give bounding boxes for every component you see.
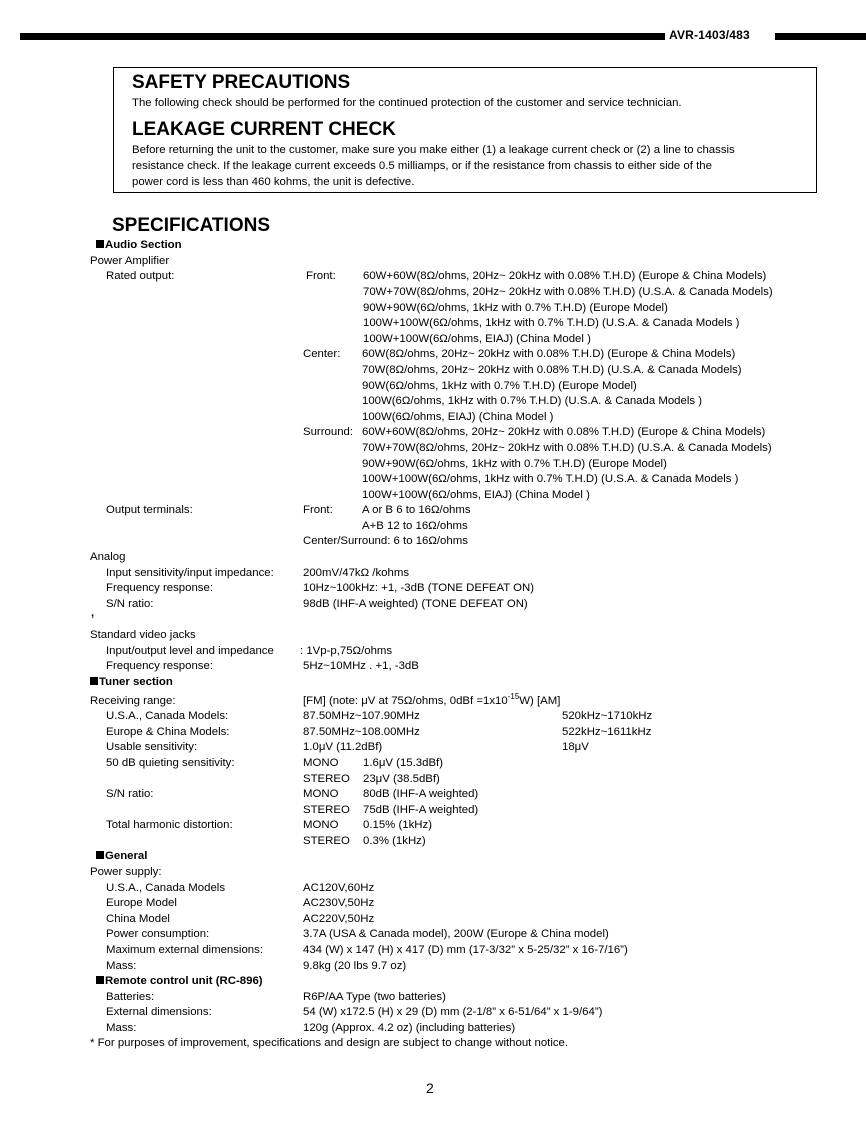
header-rule-left	[20, 33, 665, 40]
ot-front-value: A or B 6 to 16Ω/ohms	[362, 504, 471, 516]
front-line: 70W+70W(8Ω/ohms, 20Hz~ 20kHz with 0.08% T.H.D) (U.S.A. & Canada Models)	[363, 286, 773, 298]
ot-front-label: Front:	[303, 504, 333, 516]
mono-label: MONO	[303, 819, 339, 831]
io-level-value: : 1Vp-p,75Ω/ohms	[300, 645, 393, 657]
thd-stereo-value: 0.3% (1kHz)	[363, 835, 426, 847]
remote-dimensions-value: 54 (W) x172.5 (H) x 29 (D) mm (2-1/8” x 6-51/64” x 1-9/64”)	[303, 1006, 603, 1018]
china-power-value: AC220V,50Hz	[303, 913, 375, 925]
power-amplifier-label: Power Amplifier	[90, 255, 170, 267]
mono-label: MONO	[303, 788, 339, 800]
thd-mono-value: 0.15% (1kHz)	[363, 819, 433, 831]
mass-label: Mass:	[106, 960, 137, 972]
leakage-line-2: resistance check. If the leakage current exceeds 0.5 milliamps, or if the resistance from chassis to either side of the	[132, 160, 712, 172]
front-line: 60W+60W(8Ω/ohms, 20Hz~ 20kHz with 0.08% T.H.D) (Europe & China Models)	[363, 270, 767, 282]
surround-line: 100W+100W(6Ω/ohms, EIAJ) (China Model )	[362, 489, 590, 501]
rated-output-label: Rated output:	[106, 270, 175, 282]
page-number: 2	[426, 1080, 434, 1096]
tuner-sn-stereo-value: 75dB (IHF-A weighted)	[363, 804, 479, 816]
stereo-label: STEREO	[303, 773, 350, 785]
surround-line: 70W+70W(8Ω/ohms, 20Hz~ 20kHz with 0.08% T.H.D) (U.S.A. & Canada Models)	[362, 442, 772, 454]
batteries-label: Batteries:	[106, 991, 155, 1003]
bullet-square-icon	[96, 976, 104, 984]
surround-label: Surround:	[303, 426, 354, 438]
leakage-line-1: Before returning the unit to the customer, make sure you make either (1) a leakage current check or (2) a line to chassis	[132, 144, 735, 156]
center-line: 70W(8Ω/ohms, 20Hz~ 20kHz with 0.08% T.H.D) (U.S.A. & Canada Models)	[362, 364, 742, 376]
eu-models-label: Europe & China Models:	[106, 726, 230, 738]
eu-power-label: Europe Model	[106, 897, 177, 909]
header-rule-right	[775, 33, 866, 40]
ot-front-value-2: A+B 12 to 16Ω/ohms	[362, 520, 468, 532]
receiving-range-value: [FM] (note: μV at 75Ω/ohms, $0dBf =1x10^{-15}W$) [AM]	[303, 692, 561, 707]
usa-power-value: AC120V,60Hz	[303, 882, 375, 894]
frequency-response-label: Frequency response:	[106, 582, 214, 594]
front-line: 90W+90W(6Ω/ohms, 1kHz with 0.7% T.H.D) (Europe Model)	[363, 302, 668, 314]
model-title: AVR-1403/483	[669, 28, 750, 42]
china-power-label: China Model	[106, 913, 170, 925]
sn-ratio-value: 98dB (IHF-A weighted) (TONE DEFEAT ON)	[303, 598, 528, 610]
usa-am-range: 520kHz~1710kHz	[562, 710, 653, 722]
specifications-title: SPECIFICATIONS	[112, 215, 270, 236]
analog-label: Analog	[90, 551, 126, 563]
output-terminals-label: Output terminals:	[106, 504, 193, 516]
input-sensitivity-value: 200mV/47kΩ /kohms	[303, 567, 410, 579]
thd-label: Total harmonic distortion:	[106, 819, 233, 831]
mono-label: MONO	[303, 757, 339, 769]
surround-line: 100W+100W(6Ω/ohms, 1kHz with 0.7% T.H.D) (U.S.A. & Canada Models )	[362, 473, 739, 485]
safety-box	[113, 67, 817, 193]
ot-center-value: Center/Surround: 6 to 16Ω/ohms	[303, 535, 468, 547]
usa-models-label: U.S.A., Canada Models:	[106, 710, 229, 722]
front-label: Front:	[306, 270, 336, 282]
power-consumption-value: 3.7A (USA & Canada model), 200W (Europe & China model)	[303, 928, 609, 940]
safety-text: The following check should be performed for the continued protection of the customer and service technician.	[132, 97, 682, 109]
bullet-square-icon	[96, 240, 104, 248]
usable-sensitivity-label: Usable sensitivity:	[106, 741, 198, 753]
center-line: 90W(6Ω/ohms, 1kHz with 0.7% T.H.D) (Europe Model)	[362, 380, 637, 392]
tuner-section-heading: Tuner section	[90, 675, 173, 689]
center-line: 100W(6Ω/ohms, 1kHz with 0.7% T.H.D) (U.S.A. & Canada Models )	[362, 395, 703, 407]
center-line: 60W(8Ω/ohms, 20Hz~ 20kHz with 0.08% T.H.D) (Europe & China Models)	[362, 348, 736, 360]
audio-section-heading: Audio Section	[96, 238, 182, 252]
power-supply-label: Power supply:	[90, 866, 162, 878]
center-label: Center:	[303, 348, 341, 360]
quieting-mono-value: 1.6μV (15.3dBf)	[363, 757, 444, 769]
input-sensitivity-label: Input sensitivity/input impedance:	[106, 567, 274, 579]
tuner-sn-mono-value: 80dB (IHF-A weighted)	[363, 788, 479, 800]
surround-line: 90W+90W(6Ω/ohms, 1kHz with 0.7% T.H.D) (Europe Model)	[362, 458, 667, 470]
usable-sensitivity-fm: 1.0μV (11.2dBf)	[303, 741, 383, 753]
leakage-line-3: power cord is less than 460 kohms, the unit is defective.	[132, 176, 415, 188]
bullet-square-icon	[96, 851, 104, 859]
usable-sensitivity-am: 18μV	[562, 741, 589, 753]
frequency-response-value: 10Hz~100kHz: +1, -3dB (TONE DEFEAT ON)	[303, 582, 535, 594]
usa-fm-range: 87.50MHz~107.90MHz	[303, 710, 420, 722]
safety-title: SAFETY PRECAUTIONS	[132, 72, 351, 93]
center-line: 100W(6Ω/ohms, EIAJ) (China Model )	[362, 411, 554, 423]
eu-am-range: 522kHz~1611kHz	[562, 726, 652, 738]
eu-fm-range: 87.50MHz~108.00MHz	[303, 726, 420, 738]
leakage-title: LEAKAGE CURRENT CHECK	[132, 119, 396, 140]
io-level-label: Input/output level and impedance	[106, 645, 274, 657]
quieting-stereo-value: 23μV (38.5dBf)	[363, 773, 440, 785]
power-consumption-label: Power consumption:	[106, 928, 210, 940]
max-dimensions-value: 434 (W) x 147 (H) x 417 (D) mm (17-3/32” x 5-25/32” x 16-7/16”)	[303, 944, 628, 956]
general-section-heading: General	[96, 849, 147, 863]
mass-value: 9.8kg (20 lbs 9.7 oz)	[303, 960, 407, 972]
stereo-label: STEREO	[303, 804, 350, 816]
batteries-value: R6P/AA Type (two batteries)	[303, 991, 446, 1003]
max-dimensions-label: Maximum external dimensions:	[106, 944, 263, 956]
footnote: * For purposes of improvement, specifications and design are subject to change without notice.	[90, 1037, 569, 1049]
video-frequency-label: Frequency response:	[106, 660, 214, 672]
usa-power-label: U.S.A., Canada Models	[106, 882, 226, 894]
remote-mass-value: 120g (Approx. 4.2 oz) (including batteries)	[303, 1022, 516, 1034]
tuner-sn-label: S/N ratio:	[106, 788, 154, 800]
remote-mass-label: Mass:	[106, 1022, 137, 1034]
receiving-range-label: Receiving range:	[90, 695, 176, 707]
front-line: 100W+100W(6Ω/ohms, EIAJ) (China Model )	[363, 333, 591, 345]
quieting-sensitivity-label: 50 dB quieting sensitivity:	[106, 757, 235, 769]
video-frequency-value: 5Hz~10MHz . +1, -3dB	[303, 660, 419, 672]
stray-mark: ,	[91, 607, 95, 619]
eu-power-value: AC230V,50Hz	[303, 897, 375, 909]
video-jacks-label: Standard video jacks	[90, 629, 196, 641]
sn-ratio-label: S/N ratio:	[106, 598, 154, 610]
surround-line: 60W+60W(8Ω/ohms, 20Hz~ 20kHz with 0.08% T.H.D) (Europe & China Models)	[362, 426, 766, 438]
remote-section-heading: Remote control unit (RC-896)	[96, 974, 263, 988]
bullet-square-icon	[90, 677, 98, 685]
stereo-label: STEREO	[303, 835, 350, 847]
remote-dimensions-label: External dimensions:	[106, 1006, 212, 1018]
front-line: 100W+100W(6Ω/ohms, 1kHz with 0.7% T.H.D) (U.S.A. & Canada Models )	[363, 317, 740, 329]
